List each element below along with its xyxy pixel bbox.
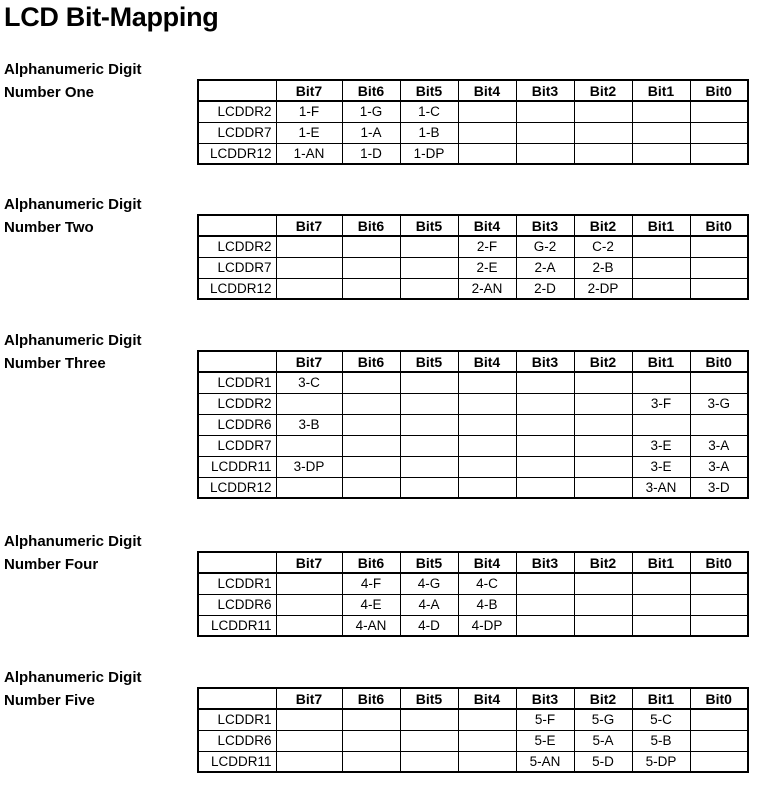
section-label <box>4 193 142 239</box>
bit-cell <box>574 393 632 414</box>
bit-cell <box>632 278 690 299</box>
column-header-bit3: Bit3 <box>516 688 574 709</box>
bit-cell: 1-F <box>276 101 342 122</box>
bit-cell <box>458 414 516 435</box>
bit-cell <box>690 122 748 143</box>
column-header-bit6: Bit6 <box>342 552 400 573</box>
table-row <box>198 456 748 477</box>
bit-cell <box>574 477 632 498</box>
bit-cell <box>690 751 748 772</box>
bit-cell: 4-D <box>400 615 458 636</box>
bit-cell <box>400 435 458 456</box>
bit-cell: 4-B <box>458 594 516 615</box>
register-name-cell: LCDDR2 <box>198 236 276 257</box>
bit-cell <box>458 435 516 456</box>
bit-cell <box>342 393 400 414</box>
column-header-bit4: Bit4 <box>458 351 516 372</box>
bit-cell <box>276 709 342 730</box>
bit-cell <box>342 730 400 751</box>
register-name-cell: LCDDR1 <box>198 573 276 594</box>
bit-cell <box>458 122 516 143</box>
bit-cell <box>690 143 748 164</box>
register-name-cell: LCDDR11 <box>198 615 276 636</box>
bit-cell <box>690 236 748 257</box>
bit-cell <box>458 101 516 122</box>
register-name-cell: LCDDR1 <box>198 709 276 730</box>
bit-cell: 1-E <box>276 122 342 143</box>
bit-cell <box>276 573 342 594</box>
bit-cell <box>690 101 748 122</box>
bit-cell: 4-AN <box>342 615 400 636</box>
bit-cell: 2-AN <box>458 278 516 299</box>
bit-cell <box>400 751 458 772</box>
bit-cell: 3-C <box>276 372 342 393</box>
bit-cell <box>690 257 748 278</box>
bit-cell <box>516 372 574 393</box>
bit-cell <box>458 730 516 751</box>
bit-cell <box>574 101 632 122</box>
bitmap-table <box>197 79 749 165</box>
bit-cell: 4-E <box>342 594 400 615</box>
section-label-line1: Alphanumeric Digit <box>4 61 142 78</box>
bit-cell: 3-F <box>632 393 690 414</box>
table-header-row <box>198 80 748 101</box>
header-corner-cell <box>198 688 276 709</box>
bit-cell: 3-A <box>690 435 748 456</box>
table-row <box>198 236 748 257</box>
column-header-bit5: Bit5 <box>400 215 458 236</box>
register-name-cell: LCDDR1 <box>198 372 276 393</box>
register-name-cell: LCDDR7 <box>198 435 276 456</box>
column-header-bit4: Bit4 <box>458 80 516 101</box>
column-header-bit1: Bit1 <box>632 688 690 709</box>
bit-cell: 3-AN <box>632 477 690 498</box>
bit-cell: 3-DP <box>276 456 342 477</box>
bit-cell <box>342 477 400 498</box>
column-header-bit3: Bit3 <box>516 215 574 236</box>
bit-cell <box>574 414 632 435</box>
register-name-cell: LCDDR7 <box>198 122 276 143</box>
bitmap-table <box>197 551 749 637</box>
column-header-bit6: Bit6 <box>342 688 400 709</box>
column-header-bit4: Bit4 <box>458 688 516 709</box>
register-name-cell: LCDDR6 <box>198 594 276 615</box>
bit-cell: 5-A <box>574 730 632 751</box>
bitmap-table <box>197 687 749 773</box>
bit-cell: 1-A <box>342 122 400 143</box>
bit-cell <box>276 730 342 751</box>
bit-cell: 4-C <box>458 573 516 594</box>
bit-cell <box>632 414 690 435</box>
bit-cell: 2-DP <box>574 278 632 299</box>
bit-cell <box>632 101 690 122</box>
column-header-bit6: Bit6 <box>342 80 400 101</box>
bit-cell: C-2 <box>574 236 632 257</box>
table-row <box>198 101 748 122</box>
bit-cell <box>276 594 342 615</box>
bit-cell <box>342 372 400 393</box>
bit-cell <box>400 372 458 393</box>
bit-cell <box>458 372 516 393</box>
bit-cell <box>400 236 458 257</box>
page-title: LCD Bit-Mapping <box>4 2 219 32</box>
bit-cell <box>690 709 748 730</box>
bit-cell <box>516 393 574 414</box>
table-row <box>198 615 748 636</box>
table-row <box>198 477 748 498</box>
bit-cell: 4-G <box>400 573 458 594</box>
bit-cell <box>574 615 632 636</box>
section-label <box>4 530 142 576</box>
bit-cell <box>690 730 748 751</box>
register-name-cell: LCDDR11 <box>198 751 276 772</box>
bit-cell <box>632 143 690 164</box>
bit-cell: 5-D <box>574 751 632 772</box>
column-header-bit0: Bit0 <box>690 351 748 372</box>
column-header-bit1: Bit1 <box>632 80 690 101</box>
bit-cell <box>400 456 458 477</box>
bit-cell <box>342 435 400 456</box>
column-header-bit3: Bit3 <box>516 552 574 573</box>
bit-cell <box>516 477 574 498</box>
bit-cell <box>632 615 690 636</box>
bit-cell <box>690 594 748 615</box>
register-name-cell: LCDDR12 <box>198 477 276 498</box>
table-row <box>198 730 748 751</box>
table-row <box>198 573 748 594</box>
header-corner-cell <box>198 80 276 101</box>
column-header-bit2: Bit2 <box>574 215 632 236</box>
bit-cell: 1-D <box>342 143 400 164</box>
bit-cell: 1-AN <box>276 143 342 164</box>
table-header-row <box>198 688 748 709</box>
bit-cell <box>400 414 458 435</box>
column-header-bit4: Bit4 <box>458 215 516 236</box>
bit-cell <box>574 122 632 143</box>
table-row <box>198 751 748 772</box>
bit-cell: 5-DP <box>632 751 690 772</box>
header-corner-cell <box>198 215 276 236</box>
bit-cell <box>458 456 516 477</box>
bit-cell: 2-D <box>516 278 574 299</box>
bit-cell <box>400 393 458 414</box>
bit-cell: 2-F <box>458 236 516 257</box>
bit-cell <box>574 143 632 164</box>
bit-cell <box>632 122 690 143</box>
section-label-line2: Number Five <box>4 692 95 709</box>
table-row <box>198 122 748 143</box>
bit-cell <box>632 257 690 278</box>
bit-cell <box>276 257 342 278</box>
column-header-bit6: Bit6 <box>342 351 400 372</box>
register-name-cell: LCDDR2 <box>198 101 276 122</box>
bit-cell <box>276 615 342 636</box>
bit-cell: 2-E <box>458 257 516 278</box>
bit-cell <box>342 278 400 299</box>
bit-cell: 4-DP <box>458 615 516 636</box>
bit-cell: 1-C <box>400 101 458 122</box>
bit-cell <box>342 257 400 278</box>
bit-cell: 5-B <box>632 730 690 751</box>
section-label-line2: Number One <box>4 84 95 101</box>
table-header-row <box>198 351 748 372</box>
bit-cell: 5-C <box>632 709 690 730</box>
bit-cell <box>516 615 574 636</box>
section-label-line1: Alphanumeric Digit <box>4 196 142 213</box>
register-name-cell: LCDDR7 <box>198 257 276 278</box>
column-header-bit7: Bit7 <box>276 215 342 236</box>
bit-cell <box>516 435 574 456</box>
bit-cell <box>516 414 574 435</box>
bit-cell <box>690 615 748 636</box>
table-row <box>198 278 748 299</box>
bit-cell <box>400 709 458 730</box>
bit-cell <box>516 594 574 615</box>
bitmap-table <box>197 214 749 300</box>
table-row <box>198 414 748 435</box>
bit-cell: 2-A <box>516 257 574 278</box>
bit-cell: 5-AN <box>516 751 574 772</box>
bit-cell <box>516 101 574 122</box>
bit-cell <box>400 278 458 299</box>
table-row <box>198 143 748 164</box>
bit-cell <box>276 751 342 772</box>
bit-cell <box>276 477 342 498</box>
header-corner-cell <box>198 351 276 372</box>
bitmap-table <box>197 350 749 499</box>
column-header-bit5: Bit5 <box>400 552 458 573</box>
bit-cell <box>632 573 690 594</box>
table-row <box>198 393 748 414</box>
column-header-bit1: Bit1 <box>632 552 690 573</box>
section-label <box>4 329 142 375</box>
bit-cell <box>342 414 400 435</box>
bit-cell <box>574 435 632 456</box>
section-label-line1: Alphanumeric Digit <box>4 533 142 550</box>
column-header-bit1: Bit1 <box>632 351 690 372</box>
bit-cell <box>516 143 574 164</box>
bit-cell: 3-E <box>632 456 690 477</box>
bit-cell: 3-A <box>690 456 748 477</box>
register-name-cell: LCDDR6 <box>198 730 276 751</box>
section-label-line2: Number Two <box>4 219 94 236</box>
bit-cell <box>516 122 574 143</box>
bit-cell <box>516 573 574 594</box>
bit-cell <box>400 477 458 498</box>
bit-cell: 5-G <box>574 709 632 730</box>
column-header-bit1: Bit1 <box>632 215 690 236</box>
header-corner-cell <box>198 552 276 573</box>
column-header-bit3: Bit3 <box>516 80 574 101</box>
table-row <box>198 372 748 393</box>
bit-cell <box>276 393 342 414</box>
bit-cell <box>458 477 516 498</box>
bit-cell <box>458 751 516 772</box>
register-name-cell: LCDDR6 <box>198 414 276 435</box>
column-header-bit3: Bit3 <box>516 351 574 372</box>
bit-cell <box>632 594 690 615</box>
bit-cell <box>574 594 632 615</box>
bit-cell <box>690 372 748 393</box>
bit-cell <box>276 236 342 257</box>
bit-cell <box>458 709 516 730</box>
section-label-line1: Alphanumeric Digit <box>4 332 142 349</box>
column-header-bit2: Bit2 <box>574 80 632 101</box>
bit-cell: 1-G <box>342 101 400 122</box>
bit-cell <box>574 573 632 594</box>
bit-cell <box>276 278 342 299</box>
column-header-bit0: Bit0 <box>690 688 748 709</box>
bit-cell: 3-E <box>632 435 690 456</box>
bit-cell: 5-F <box>516 709 574 730</box>
bit-cell: 5-E <box>516 730 574 751</box>
column-header-bit5: Bit5 <box>400 80 458 101</box>
column-header-bit4: Bit4 <box>458 552 516 573</box>
table-row <box>198 435 748 456</box>
bit-cell <box>342 709 400 730</box>
register-name-cell: LCDDR12 <box>198 278 276 299</box>
bit-cell: 3-B <box>276 414 342 435</box>
register-name-cell: LCDDR2 <box>198 393 276 414</box>
bit-cell <box>690 573 748 594</box>
column-header-bit7: Bit7 <box>276 688 342 709</box>
column-header-bit7: Bit7 <box>276 351 342 372</box>
bit-cell <box>458 143 516 164</box>
bit-cell <box>342 456 400 477</box>
bit-cell: G-2 <box>516 236 574 257</box>
bit-cell: 4-F <box>342 573 400 594</box>
bit-cell <box>690 278 748 299</box>
column-header-bit5: Bit5 <box>400 351 458 372</box>
bit-cell <box>342 751 400 772</box>
column-header-bit2: Bit2 <box>574 351 632 372</box>
bit-cell <box>400 257 458 278</box>
bit-cell <box>400 730 458 751</box>
register-name-cell: LCDDR11 <box>198 456 276 477</box>
bit-cell: 3-G <box>690 393 748 414</box>
column-header-bit5: Bit5 <box>400 688 458 709</box>
column-header-bit0: Bit0 <box>690 80 748 101</box>
column-header-bit7: Bit7 <box>276 80 342 101</box>
bit-cell <box>574 372 632 393</box>
column-header-bit0: Bit0 <box>690 552 748 573</box>
section-label-line2: Number Four <box>4 556 99 573</box>
bit-cell <box>516 456 574 477</box>
bit-cell <box>690 414 748 435</box>
column-header-bit6: Bit6 <box>342 215 400 236</box>
bit-cell: 3-D <box>690 477 748 498</box>
bit-cell: 2-B <box>574 257 632 278</box>
column-header-bit2: Bit2 <box>574 688 632 709</box>
section-label-line2: Number Three <box>4 355 106 372</box>
table-row <box>198 257 748 278</box>
bit-cell: 1-DP <box>400 143 458 164</box>
section-label-line1: Alphanumeric Digit <box>4 669 142 686</box>
bit-cell <box>342 236 400 257</box>
table-row <box>198 594 748 615</box>
register-name-cell: LCDDR12 <box>198 143 276 164</box>
column-header-bit7: Bit7 <box>276 552 342 573</box>
bit-cell: 4-A <box>400 594 458 615</box>
table-row <box>198 709 748 730</box>
bit-cell <box>574 456 632 477</box>
column-header-bit0: Bit0 <box>690 215 748 236</box>
column-header-bit2: Bit2 <box>574 552 632 573</box>
bit-cell <box>458 393 516 414</box>
table-header-row <box>198 552 748 573</box>
section-label <box>4 666 142 712</box>
bit-cell <box>276 435 342 456</box>
bit-cell <box>632 372 690 393</box>
bit-cell: 1-B <box>400 122 458 143</box>
bit-cell <box>632 236 690 257</box>
table-header-row <box>198 215 748 236</box>
section-label <box>4 58 142 104</box>
